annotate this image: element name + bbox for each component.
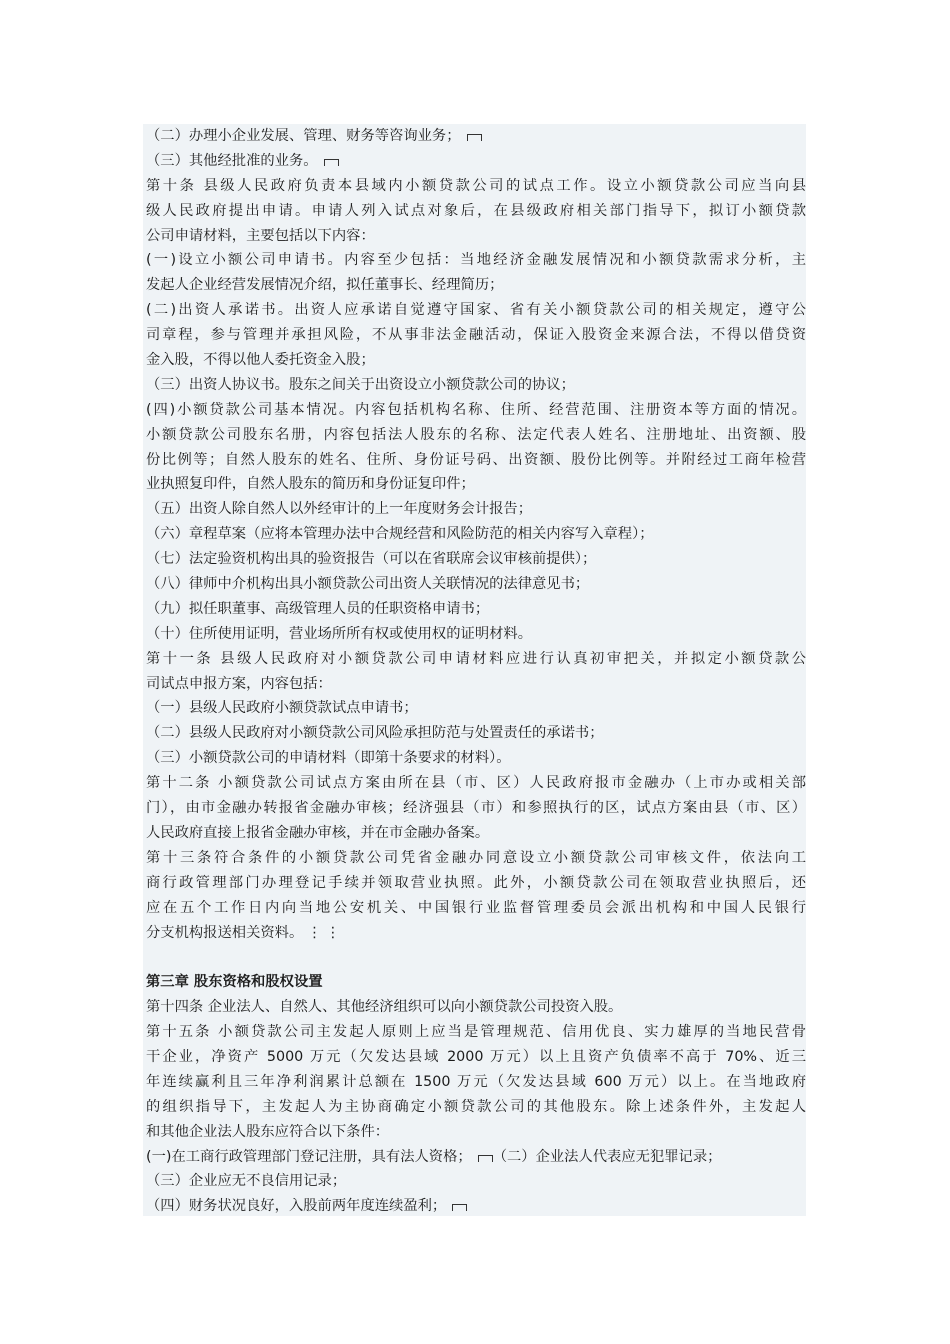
text-line: （十）住所使用证明，营业场所所有权或使用权的证明材料。 [146, 625, 533, 642]
text-line: 业执照复印件，自然人股东的简历和身份证复印件； [146, 476, 475, 493]
text-line: 第十五条 小额贷款公司主发起人原则上应当是管理规范、信用优良、实力雄厚的当地民营骨 [146, 1024, 806, 1041]
line-text: (一)在工商行政管理部门登记注册，具有法人资格； [146, 1148, 472, 1165]
paragraph-mark-icon [478, 1155, 493, 1162]
text-line: 公司申请材料，主要包括以下内容： [146, 227, 375, 244]
text-line: （五）出资人除自然人以外经审计的上一年度财务会计报告； [146, 501, 533, 518]
chapter-heading: 第三章 股东资格和股权设置 [146, 974, 323, 991]
text-line: 第十四条 企业法人、自然人、其他经济组织可以向小额贷款公司投资入股。 [146, 999, 623, 1016]
text-line: （三）小额贷款公司的申请材料（即第十条要求的材料）。 [146, 750, 511, 767]
text-line: 门），由市金融办转报省金融办审核；经济强县（市）和参照执行的区，试点方案由县（市、区） [146, 800, 806, 817]
text-line: （九）拟任职董事、高级管理人员的任职资格申请书； [146, 600, 490, 617]
text-line: 司试点申报方案，内容包括： [146, 675, 332, 692]
vertical-ellipsis-icon: ⋮⋮ [307, 924, 344, 941]
paragraph-mark-icon [452, 1204, 467, 1211]
text-line: （三）出资人协议书。股东之间关于出资设立小额贷款公司的协议； [146, 376, 575, 393]
text-line [146, 124, 806, 149]
line-text: （四）财务状况良好，入股前两年度连续盈利； [146, 1198, 447, 1215]
text-line: (四)小额贷款公司基本情况。内容包括机构名称、住所、经营范围、注册资本等方面的情况。 [146, 401, 806, 418]
text-line: 第十一条 县级人民政府对小额贷款公司申请材料应进行认真初审把关，并拟定小额贷款公 [146, 650, 806, 667]
paragraph-mark-icon [467, 134, 482, 141]
text-line: （七）法定验资机构出具的验资报告（可以在省联席会议审核前提供）； [146, 551, 597, 568]
text-line: 干企业，净资产 5000 万元（欠发达县域 2000 万元）以上且资产负债率不高于 70%、近三 [146, 1048, 806, 1065]
text-line: 发起人企业经营发展情况介绍，拟任董事长、经理简历； [146, 277, 504, 294]
text-line: 商行政管理部门办理登记手续并领取营业执照。此外，小额贷款公司在领取营业执照后，还 [146, 874, 806, 891]
text-line: 级人民政府提出申请。申请人列入试点对象后，在县级政府相关部门指导下，拟订小额贷款 [146, 202, 806, 219]
text-line: 人民政府直接上报省金融办审核，并在市金融办备案。 [146, 824, 490, 841]
text-line: 第十二条 小额贷款公司试点方案由所在县（市、区）人民政府报市金融办（上市办或相关部 [146, 775, 806, 792]
document-body [146, 124, 806, 1219]
text-line: 第十条 县级人民政府负责本县域内小额贷款公司的试点工作。设立小额贷款公司应当向县 [146, 177, 806, 194]
text-line: 司章程，参与管理并承担风险，不从事非法金融活动，保证入股资金来源合法，不得以借贷资 [146, 327, 806, 344]
line-text: （二）办理小企业发展、管理、财务等咨询业务； [146, 128, 461, 144]
text-line: 的组织指导下，主发起人为主协商确定小额贷款公司的其他股东。除上述条件外，主发起人 [146, 1098, 806, 1115]
text-line: (二)出资人承诺书。出资人应承诺自觉遵守国家、省有关小额贷款公司的相关规定，遵守公 [146, 302, 806, 319]
text-line [146, 149, 806, 174]
text-line: (一)设立小额公司申请书。内容至少包括：当地经济金融发展情况和小额贷款需求分析，主 [146, 252, 806, 269]
text-line: （三）企业应无不良信用记录； [146, 1173, 347, 1190]
text-line [146, 1145, 806, 1170]
text-line [146, 1194, 806, 1219]
text-line: （一）县级人民政府小额贷款试点申请书； [146, 700, 418, 717]
text-line: （二）县级人民政府对小额贷款公司风险承担防范与处置责任的承诺书； [146, 725, 604, 742]
text-line: 金入股，不得以他人委托资金入股； [146, 352, 375, 369]
text-line: 年连续赢利且三年净利润累计总额在 1500 万元（欠发达县域 600 万元）以上。在当地政府 [146, 1073, 806, 1090]
line-text: （三）其他经批准的业务。 [146, 152, 318, 169]
text-line: （六）章程草案（应将本管理办法中合规经营和风险防范的相关内容写入章程）； [146, 526, 654, 543]
text-line: 和其他企业法人股东应符合以下条件： [146, 1123, 390, 1140]
text-line: （八）律师中介机构出具小额贷款公司出资人关联情况的法律意见书； [146, 576, 590, 593]
line-text: 分支机构报送相关资料。 [146, 924, 304, 941]
text-line: 第十三条符合条件的小额贷款公司凭省金融办同意设立小额贷款公司审核文件，依法向工 [146, 849, 806, 866]
text-line [146, 921, 806, 946]
text-line: 小额贷款公司股东名册，内容包括法人股东的名称、法定代表人姓名、注册地址、出资额、股 [146, 426, 806, 443]
text-line: 应在五个工作日内向当地公安机关、中国银行业监督管理委员会派出机构和中国人民银行 [146, 899, 806, 916]
blank-line [146, 945, 806, 970]
paragraph-mark-icon [324, 159, 339, 166]
line-text: （二）企业法人代表应无犯罪记录； [492, 1148, 722, 1165]
text-line: 份比例等；自然人股东的姓名、住所、身份证号码、出资额、股份比例等。并附经过工商年检营 [146, 451, 806, 468]
